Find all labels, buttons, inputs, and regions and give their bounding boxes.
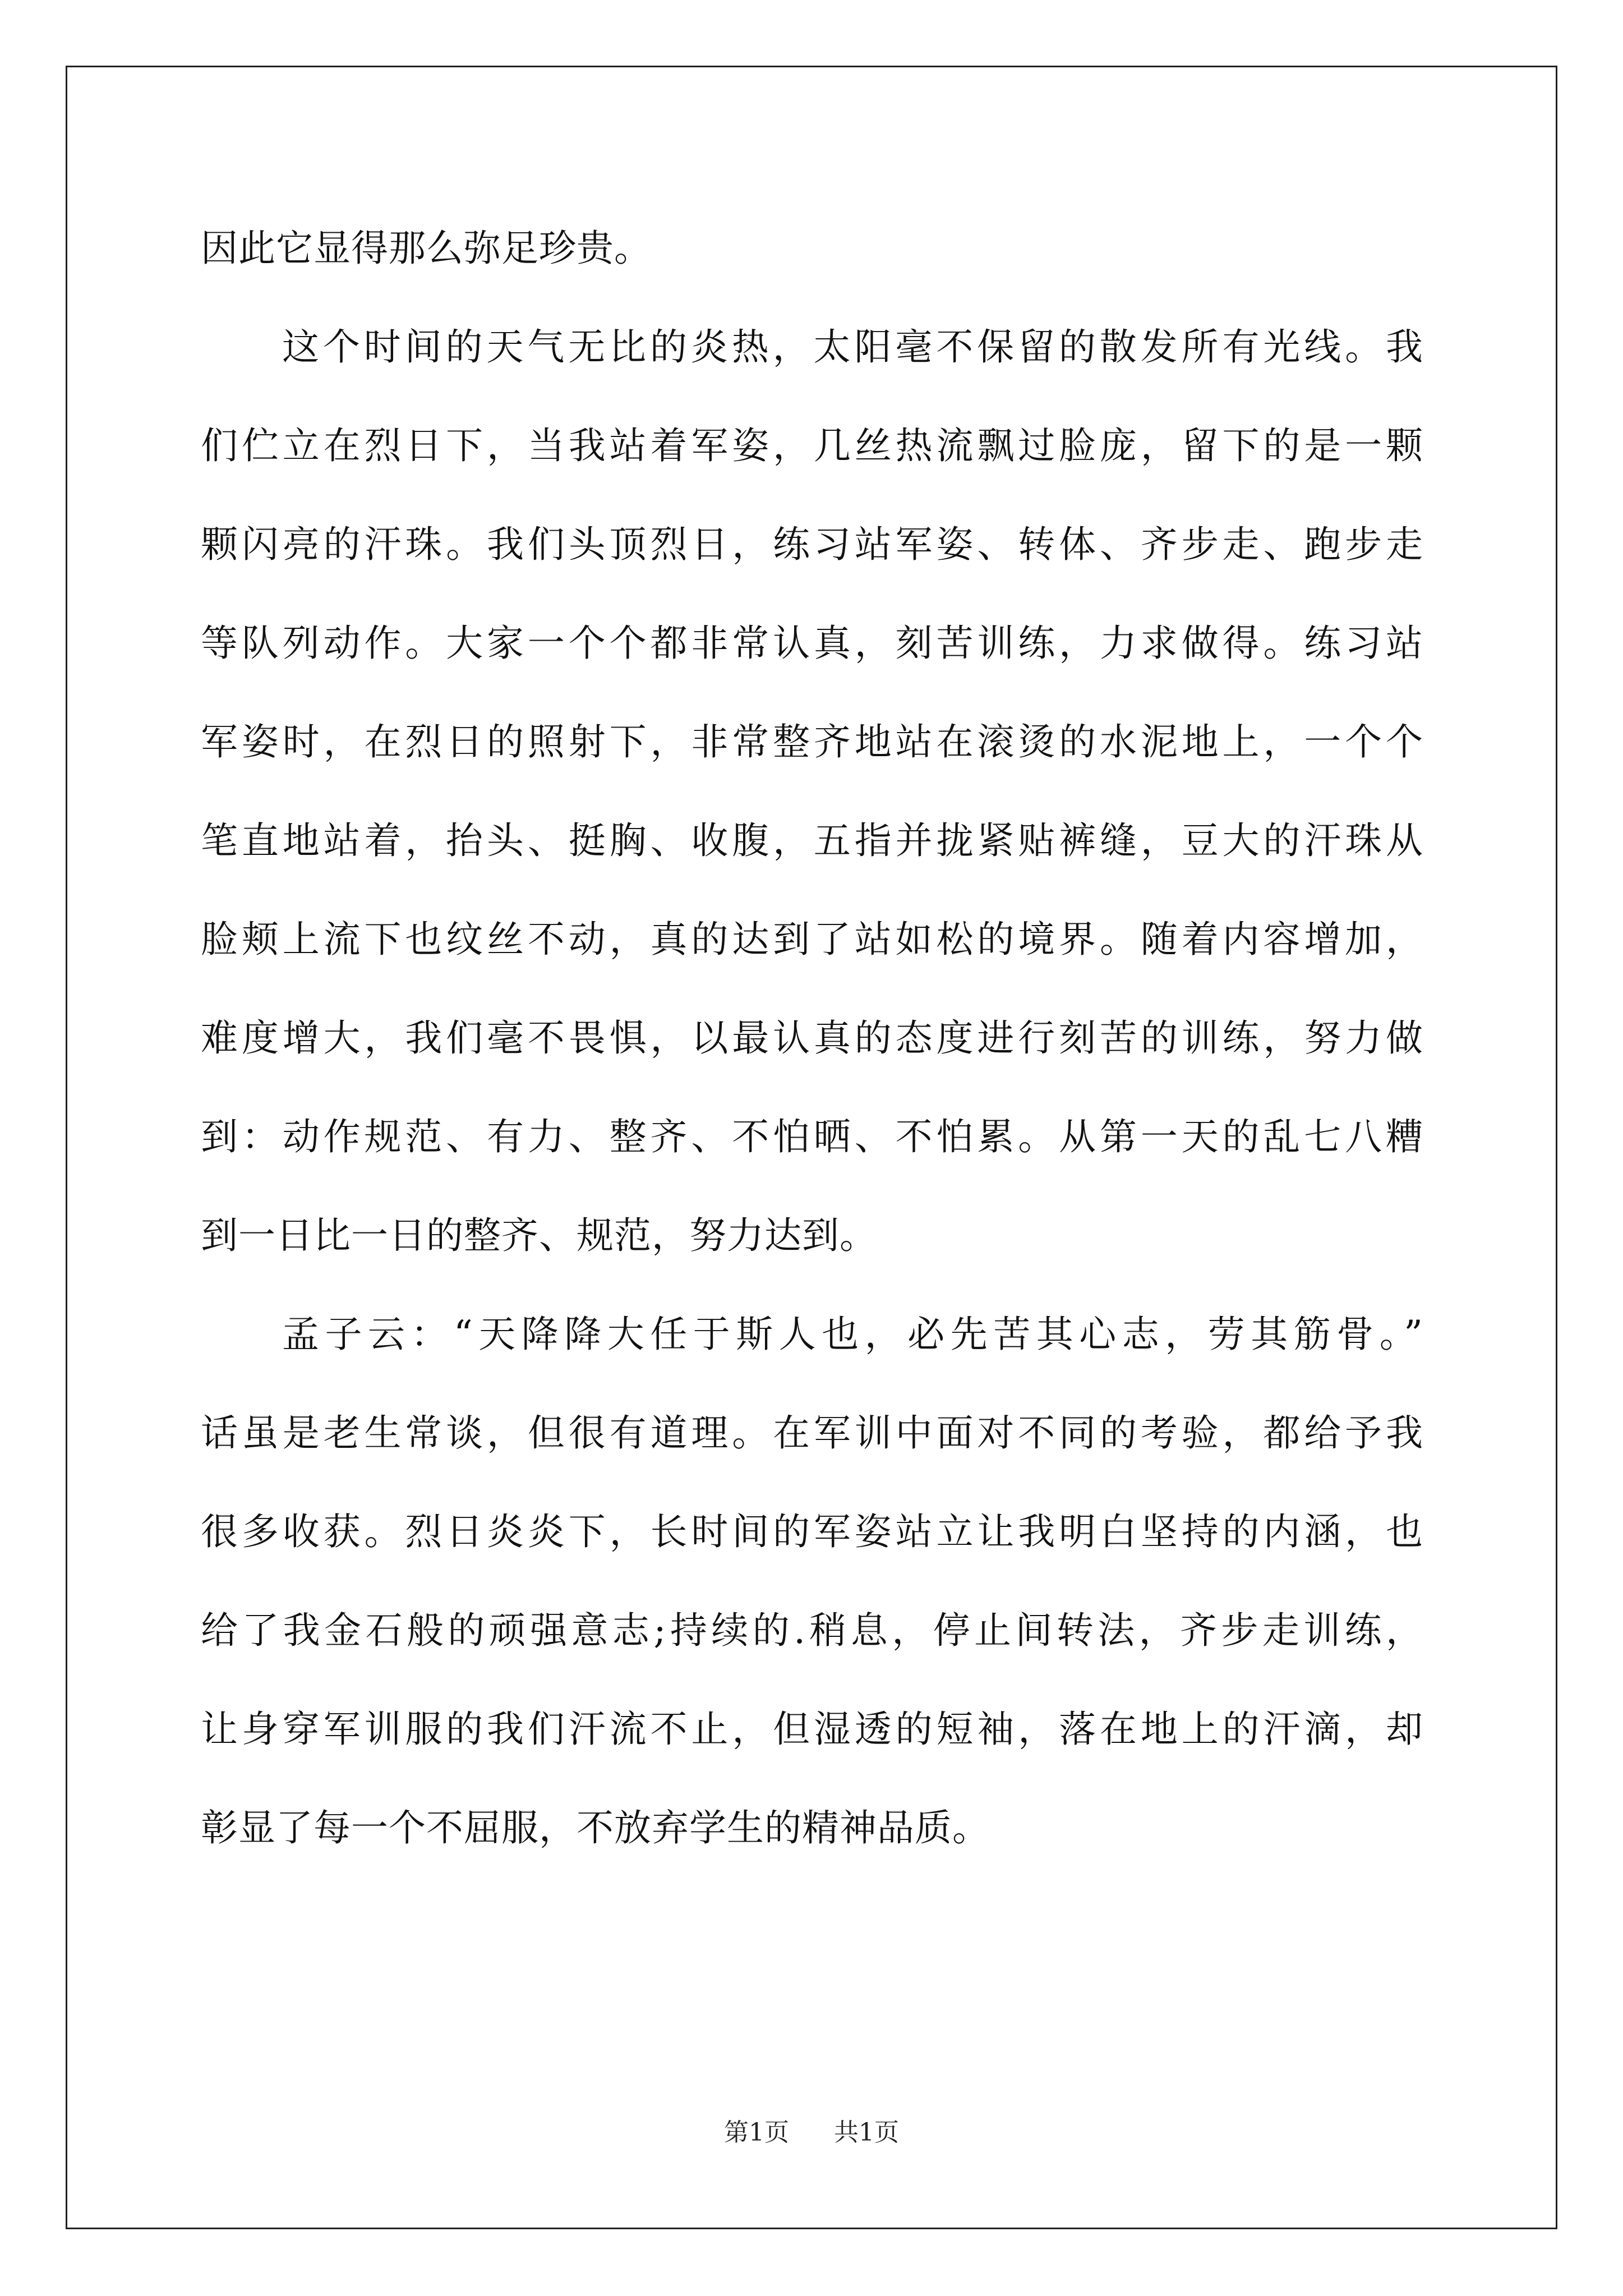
document-body: [201, 199, 1423, 1878]
text-line: 让身穿军训服的我们汗流不止，但湿透的短袖，落在地上的汗滴，却: [201, 1708, 1423, 1751]
page-number: 第1页: [724, 2118, 789, 2147]
text-line: 给了我金石般的顽强意志;持续的.稍息，停止间转法，齐步走训练，: [201, 1609, 1423, 1652]
text-line: 很多收获。烈日炎炎下，长时间的军姿站立让我明白坚持的内涵，也: [201, 1510, 1423, 1553]
text-line: 脸颊上流下也纹丝不动，真的达到了站如松的境界。随着内容增加，: [201, 918, 1423, 961]
text-line: 到：动作规范、有力、整齐、不怕晒、不怕累。从第一天的乱七八糟: [201, 1115, 1423, 1158]
text-line: 们伫立在烈日下，当我站着军姿，几丝热流飘过脸庞，留下的是一颗: [201, 424, 1423, 467]
text-line: 等队列动作。大家一个个都非常认真，刻苦训练，力求做得。练习站: [201, 622, 1423, 665]
page-footer: [0, 2116, 1623, 2150]
text-line: 孟子云：“天降降大任于斯人也，必先苦其心志，劳其筋骨。”: [282, 1313, 1423, 1356]
text-line: 话虽是老生常谈，但很有道理。在军训中面对不同的考验，都给予我: [201, 1411, 1423, 1455]
text-line: 到一日比一日的整齐、规范，努力达到。: [201, 1214, 877, 1257]
text-line: 军姿时，在烈日的照射下，非常整齐地站在滚烫的水泥地上，一个个: [201, 720, 1423, 763]
text-line: 颗闪亮的汗珠。我们头顶烈日，练习站军姿、转体、齐步走、跑步走: [201, 523, 1423, 566]
text-line: 因此它显得那么弥足珍贵。: [201, 227, 652, 270]
text-line: 难度增大，我们毫不畏惧，以最认真的态度进行刻苦的训练，努力做: [201, 1016, 1423, 1060]
text-line: 笔直地站着，抬头、挺胸、收腹，五指并拢紧贴裤缝，豆大的汗珠从: [201, 819, 1423, 862]
text-line: 这个时间的天气无比的炎热，太阳毫不保留的散发所有光线。我: [282, 325, 1423, 369]
page-total: 共1页: [834, 2118, 899, 2147]
text-line: 彰显了每一个不屈服，不放弃学生的精神品质。: [201, 1806, 990, 1849]
